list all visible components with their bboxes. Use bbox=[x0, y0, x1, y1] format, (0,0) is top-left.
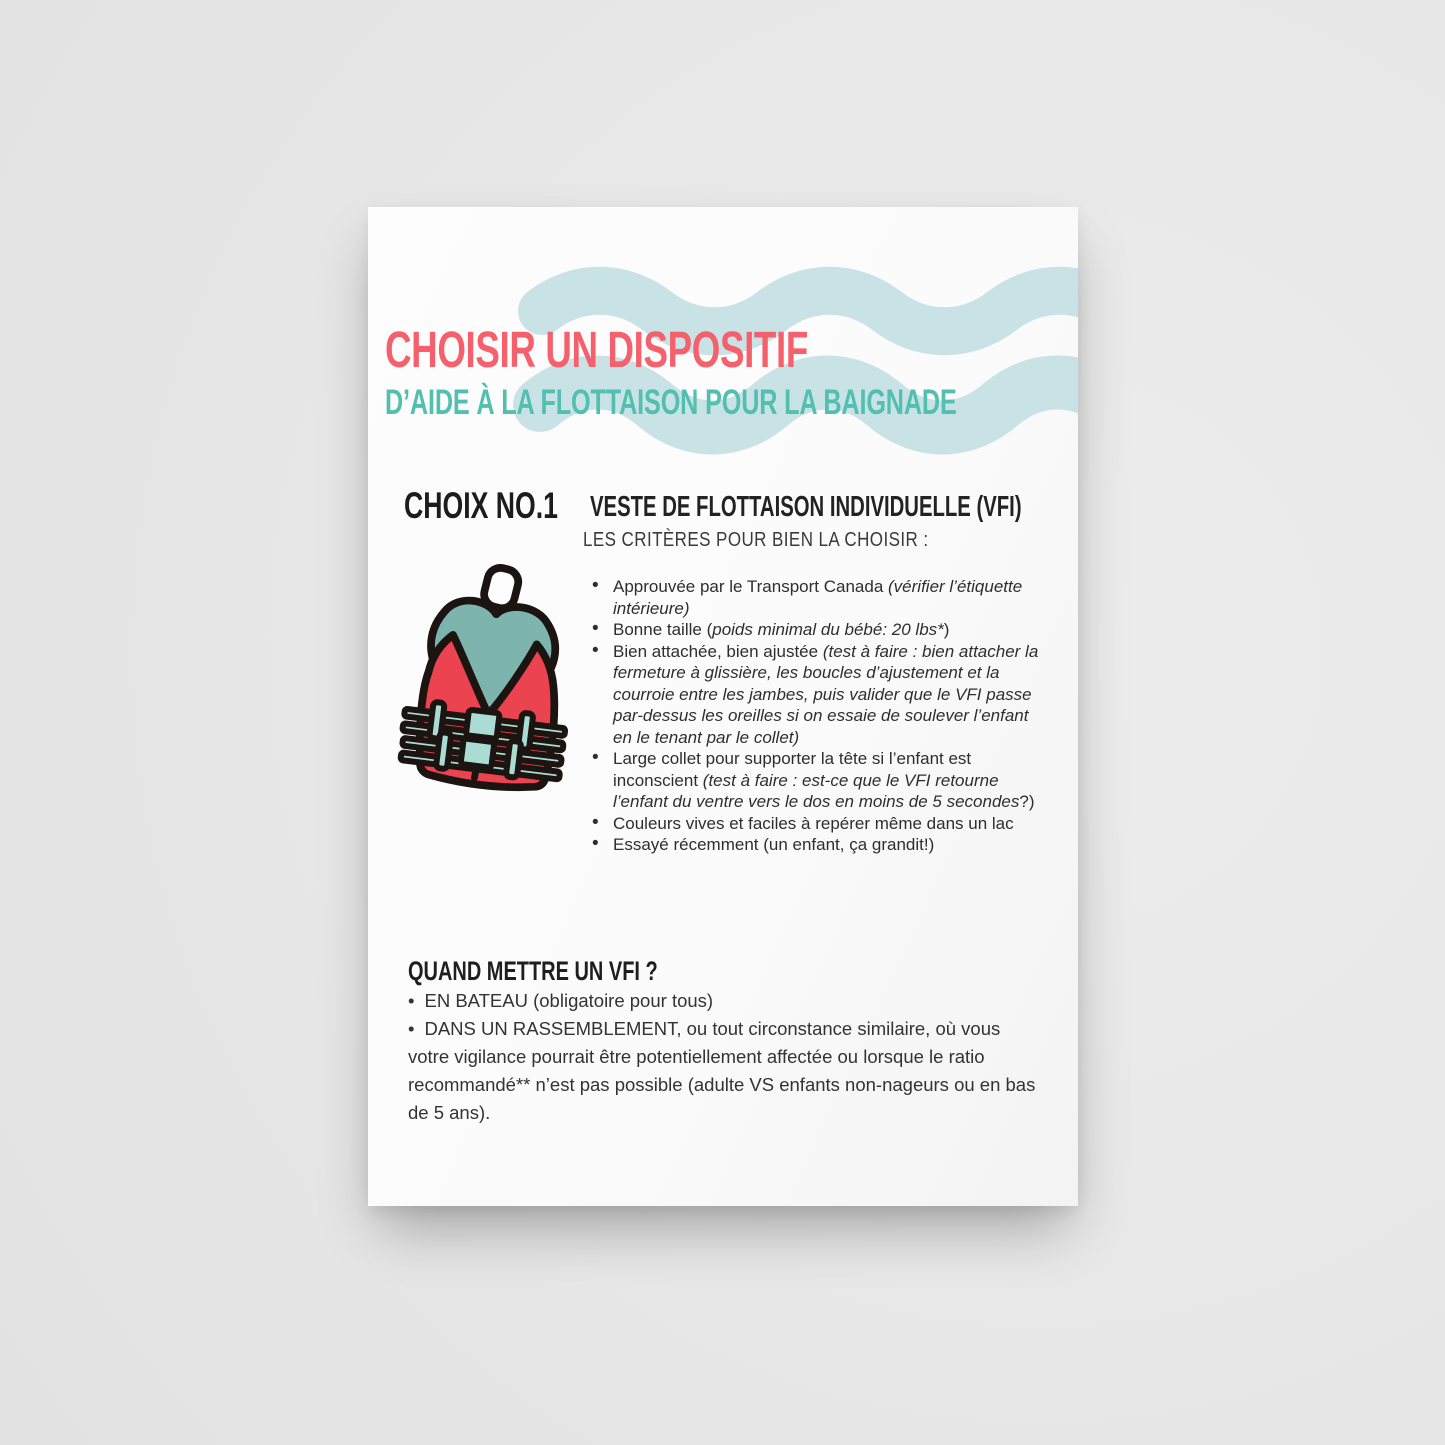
main-title: CHOISIR UN DISPOSITIF bbox=[385, 321, 808, 378]
criteria-item: • Couleurs vives et faciles à repérer même dans un lac bbox=[590, 813, 1042, 835]
subtitle: D’AIDE À LA FLOTTAISON POUR LA BAIGNADE bbox=[385, 383, 957, 422]
criteria-item: • Large collet pour supporter la tête si l’enfant est inconscient (test à faire : est-ce que le VFI retourne l’enfant du ventre vers le dos en moins de 5 secondes?) bbox=[590, 748, 1042, 813]
when-item: • EN BATEAU (obligatoire pour tous) bbox=[408, 990, 714, 1011]
when-heading: QUAND METTRE UN VFI ? bbox=[408, 956, 658, 986]
when-item: • DANS UN RASSEMBLEMENT, ou tout circonstance similaire, où vous votre vigilance pourrait être potentiellement affectée ou lorsque le ratio recommandé** n’est pas possible (adulte VS enfants non-nageurs ou en bas de 5 ans). bbox=[408, 1018, 1036, 1123]
criteria-item: • Bien attachée, bien ajustée (test à faire : bien attacher la fermeture à glissière, les boucles d’ajustement et la courroie entre les jambes, puis valider que le VFI passe par-dessus les oreilles si on essaie de soulever l’enfant en le tenant par le collet) bbox=[590, 641, 1042, 749]
bullet-icon: • bbox=[408, 1018, 415, 1039]
choice-title: VESTE DE FLOTTAISON INDIVIDUELLE (VFI) bbox=[590, 491, 1022, 523]
life-jacket-icon bbox=[390, 559, 590, 803]
criteria-item: • Essayé récemment (un enfant, ça grandit!) bbox=[590, 834, 1042, 856]
choice-number-label: CHOIX NO.1 bbox=[404, 485, 558, 526]
bullet-icon: • bbox=[408, 990, 415, 1011]
when-list bbox=[408, 987, 1046, 1127]
criteria-item: • Approuvée par le Transport Canada (vérifier l’étiquette intérieure) bbox=[590, 576, 1042, 619]
criteria-list bbox=[590, 576, 1042, 856]
flyer-page bbox=[368, 207, 1078, 1206]
criteria-heading: LES CRITÈRES POUR BIEN LA CHOISIR : bbox=[583, 529, 929, 551]
criteria-item: • Bonne taille (poids minimal du bébé: 20 lbs*) bbox=[590, 619, 1042, 641]
